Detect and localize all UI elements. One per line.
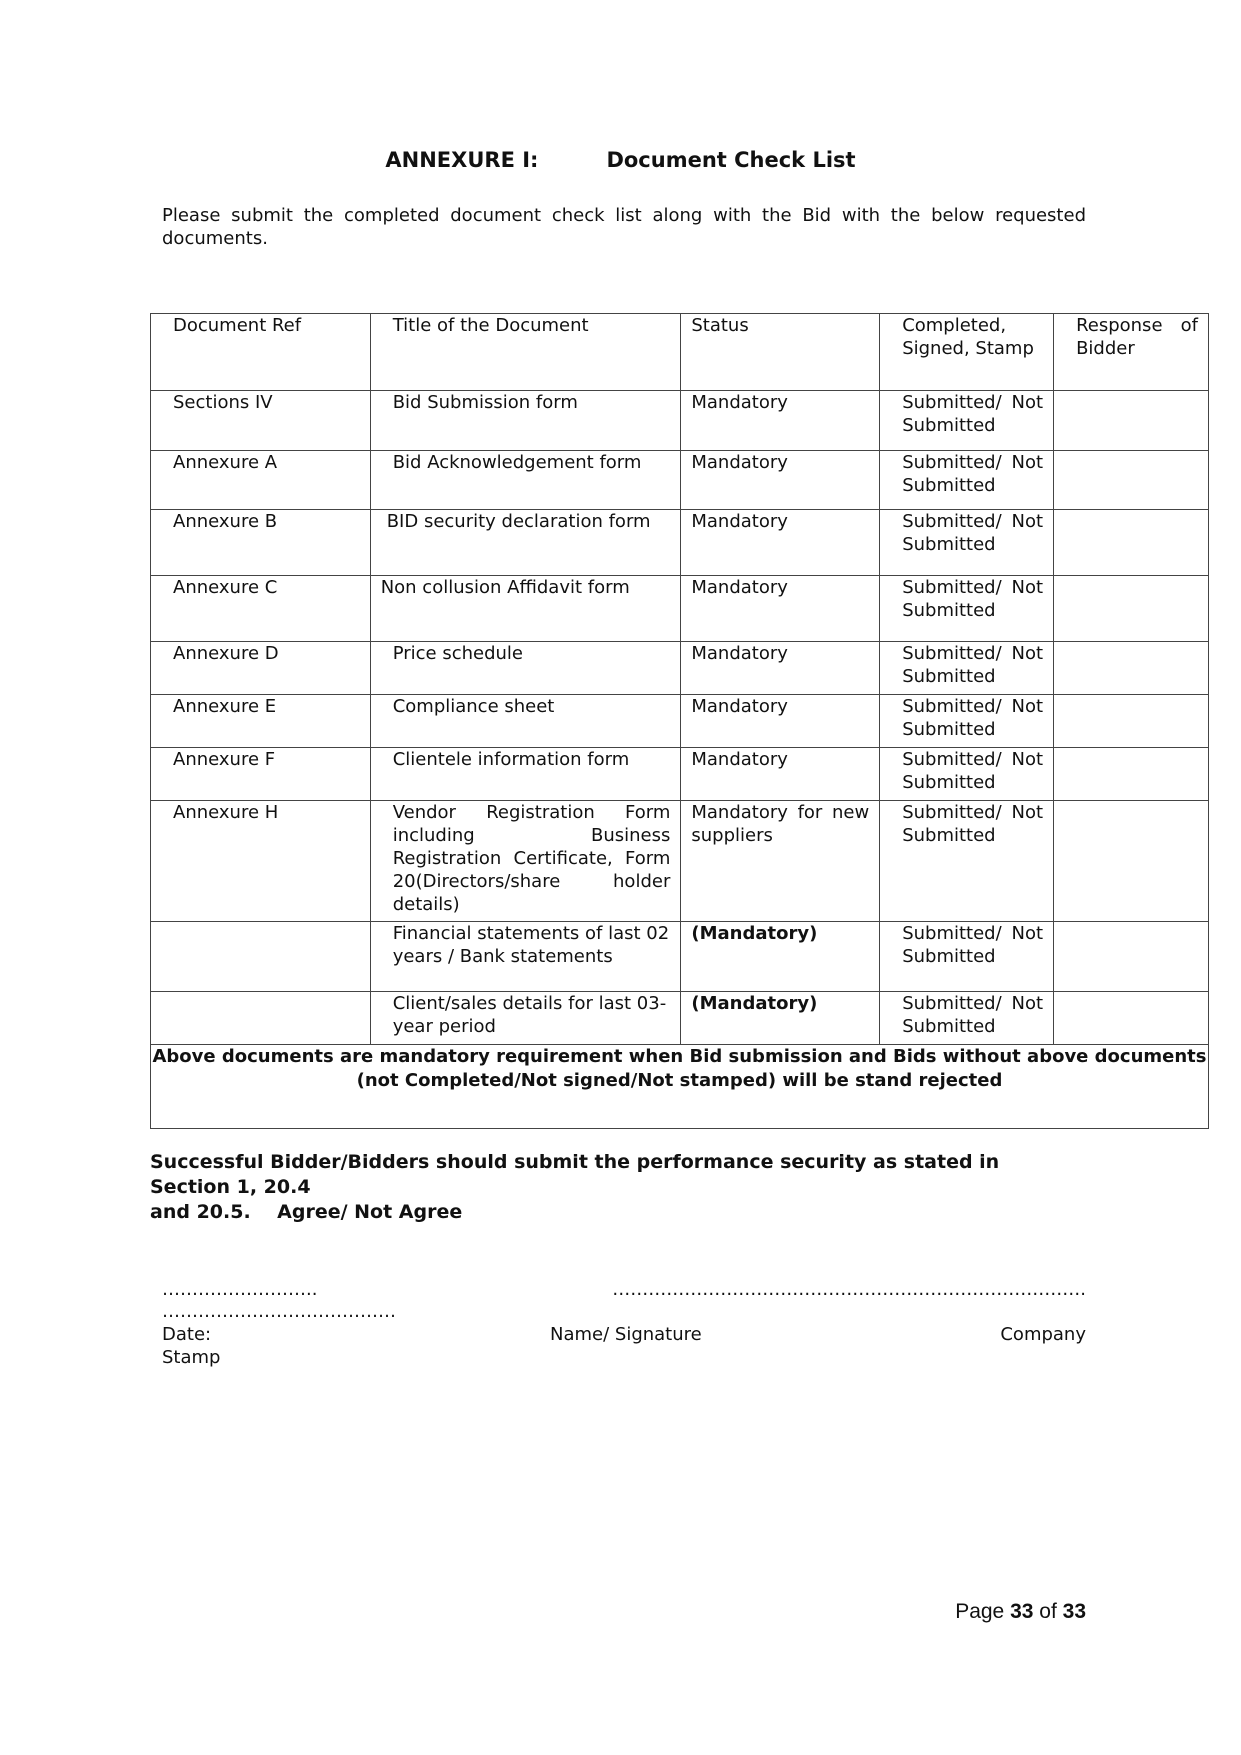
cell-completed: Submitted/ Not Submitted bbox=[880, 992, 1054, 1045]
cell-completed: Submitted/ Not Submitted bbox=[880, 576, 1054, 642]
cell-status: Mandatory bbox=[681, 576, 880, 642]
page-number: Page 33 of 33 bbox=[955, 1600, 1086, 1623]
table-row bbox=[151, 391, 1209, 451]
cell-title: Bid Acknowledgement form bbox=[370, 451, 681, 510]
cell-response[interactable] bbox=[1054, 642, 1209, 695]
page-heading bbox=[0, 148, 1241, 172]
cell-completed: Submitted/ Not Submitted bbox=[880, 510, 1054, 576]
table-row bbox=[151, 576, 1209, 642]
table-row bbox=[151, 451, 1209, 510]
heading-annexure: ANNEXURE I: bbox=[385, 148, 539, 172]
cell-response[interactable] bbox=[1054, 801, 1209, 922]
cell-completed: Submitted/ Not Submitted bbox=[880, 451, 1054, 510]
header-cell-response: Response of Bidder bbox=[1054, 314, 1209, 391]
cell-response[interactable] bbox=[1054, 576, 1209, 642]
table-row bbox=[151, 992, 1209, 1045]
cell-title: Compliance sheet bbox=[370, 695, 681, 748]
cell-title: Clientele information form bbox=[370, 748, 681, 801]
cell-completed: Submitted/ Not Submitted bbox=[880, 748, 1054, 801]
date-dots: …………………….. bbox=[162, 1279, 318, 1300]
table-note-row bbox=[151, 1045, 1209, 1129]
cell-status: Mandatory bbox=[681, 391, 880, 451]
table-row bbox=[151, 801, 1209, 922]
performance-line-2: and 20.5. Agree/ Not Agree bbox=[150, 1201, 463, 1223]
name-dots: ………………………………… bbox=[162, 1301, 396, 1322]
performance-line-1: Successful Bidder/Bidders should submit the performance security as stated in Section 1, 20.4 bbox=[150, 1151, 1000, 1198]
cell-ref: Sections IV bbox=[151, 391, 371, 451]
cell-ref: Annexure C bbox=[151, 576, 371, 642]
heading-title: Document Check List bbox=[606, 148, 856, 172]
agree-option[interactable]: Agree/ Not Agree bbox=[277, 1201, 463, 1223]
cell-ref: Annexure D bbox=[151, 642, 371, 695]
cell-response[interactable] bbox=[1054, 922, 1209, 992]
table-row bbox=[151, 922, 1209, 992]
current-page: 33 bbox=[1010, 1600, 1034, 1623]
cell-response[interactable] bbox=[1054, 451, 1209, 510]
intro-text: Please submit the completed document check list along with the Bid with the below requested documents. bbox=[162, 205, 1086, 249]
cell-response[interactable] bbox=[1054, 992, 1209, 1045]
date-label: Date: bbox=[162, 1324, 212, 1345]
cell-ref: Annexure H bbox=[151, 801, 371, 922]
cell-ref: Annexure E bbox=[151, 695, 371, 748]
header-cell-completed: Completed, Signed, Stamp bbox=[880, 314, 1054, 391]
company-dots: ……………………………………………………………………. bbox=[612, 1279, 1086, 1300]
header-cell-title: Title of the Document bbox=[370, 314, 681, 391]
cell-status: (Mandatory) bbox=[681, 992, 880, 1045]
cell-status: Mandatory bbox=[681, 748, 880, 801]
company-label: Company bbox=[1000, 1324, 1086, 1345]
cell-completed: Submitted/ Not Submitted bbox=[880, 642, 1054, 695]
cell-ref bbox=[151, 992, 371, 1045]
cell-title: Non collusion Affidavit form bbox=[370, 576, 681, 642]
cell-title: Price schedule bbox=[370, 642, 681, 695]
cell-status: Mandatory bbox=[681, 510, 880, 576]
header-cell-status: Status bbox=[681, 314, 880, 391]
stamp-label: Stamp bbox=[162, 1347, 221, 1368]
cell-completed: Submitted/ Not Submitted bbox=[880, 695, 1054, 748]
cell-response[interactable] bbox=[1054, 510, 1209, 576]
cell-title: BID security declaration form bbox=[370, 510, 681, 576]
cell-status: Mandatory bbox=[681, 451, 880, 510]
cell-status: Mandatory for new suppliers bbox=[681, 801, 880, 922]
cell-title: Vendor Registration Form including Business Registration Certificate, Form 20(Directors/share holder details) bbox=[370, 801, 681, 922]
cell-title: Financial statements of last 02 years / Bank statements bbox=[370, 922, 681, 992]
total-pages: 33 bbox=[1062, 1600, 1086, 1623]
cell-ref: Annexure F bbox=[151, 748, 371, 801]
mandatory-note: Above documents are mandatory requirement when Bid submission and Bids without above documents (not Completed/Not signed/Not stamped) will be stand rejected bbox=[151, 1045, 1209, 1129]
cell-status: Mandatory bbox=[681, 642, 880, 695]
cell-completed: Submitted/ Not Submitted bbox=[880, 801, 1054, 922]
cell-response[interactable] bbox=[1054, 748, 1209, 801]
document-check-table bbox=[150, 313, 1209, 1129]
cell-response[interactable] bbox=[1054, 695, 1209, 748]
table-row bbox=[151, 695, 1209, 748]
cell-response[interactable] bbox=[1054, 391, 1209, 451]
cell-title: Client/sales details for last 03-year period bbox=[370, 992, 681, 1045]
cell-status: Mandatory bbox=[681, 695, 880, 748]
cell-ref: Annexure B bbox=[151, 510, 371, 576]
table-row bbox=[151, 510, 1209, 576]
cell-completed: Submitted/ Not Submitted bbox=[880, 391, 1054, 451]
table-row bbox=[151, 642, 1209, 695]
name-signature-label: Name/ Signature bbox=[550, 1324, 702, 1345]
cell-ref bbox=[151, 922, 371, 992]
cell-ref: Annexure A bbox=[151, 451, 371, 510]
table-row bbox=[151, 748, 1209, 801]
table-header-row bbox=[151, 314, 1209, 391]
cell-completed: Submitted/ Not Submitted bbox=[880, 922, 1054, 992]
cell-status: (Mandatory) bbox=[681, 922, 880, 992]
header-cell-ref: Document Ref bbox=[151, 314, 371, 391]
performance-security-statement bbox=[150, 1150, 1050, 1225]
cell-title: Bid Submission form bbox=[370, 391, 681, 451]
